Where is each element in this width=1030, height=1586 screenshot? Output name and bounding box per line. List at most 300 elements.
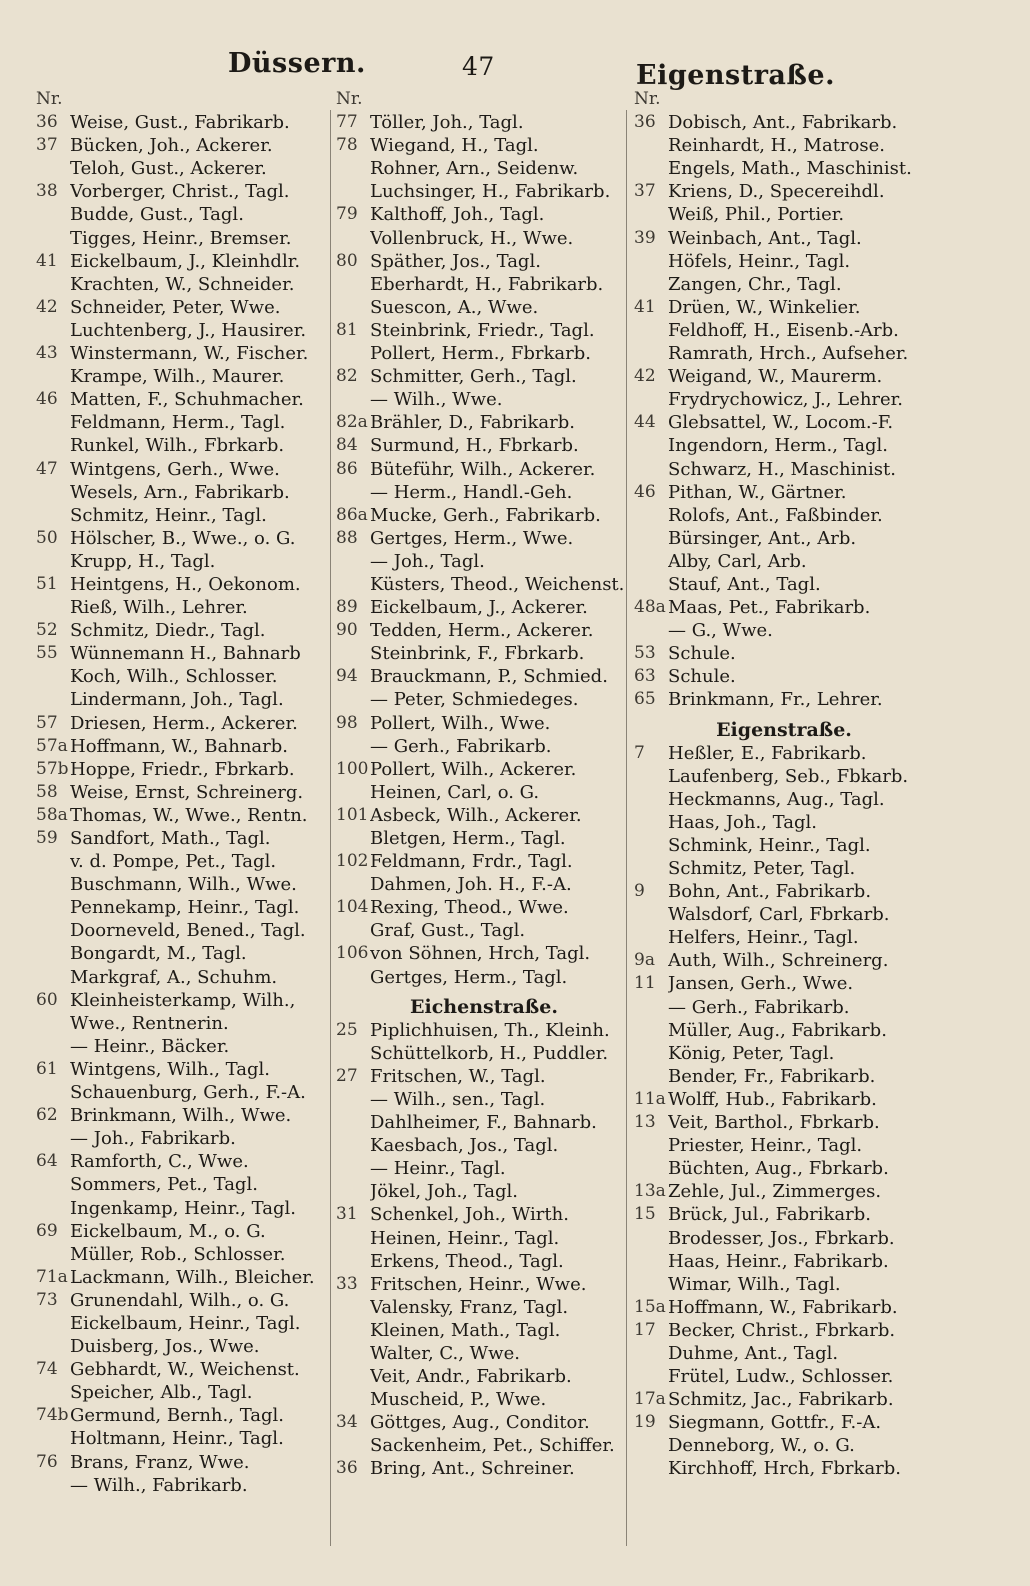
directory-entry	[336, 273, 632, 296]
house-number	[36, 157, 70, 180]
directory-entry	[36, 180, 332, 203]
house-number	[634, 1273, 668, 1296]
resident-entry: Vollenbruck, H., Wwe.	[370, 227, 574, 249]
resident-entry: Graf, Gust., Tagl.	[370, 920, 526, 942]
house-number: 57a	[36, 735, 68, 756]
house-number	[336, 388, 370, 411]
directory-entry	[336, 365, 632, 388]
house-number	[634, 527, 668, 550]
house-number	[634, 811, 668, 834]
directory-entry	[634, 1342, 934, 1365]
house-number	[36, 1127, 70, 1150]
house-number	[36, 873, 70, 896]
directory-entry	[634, 619, 934, 642]
house-number	[634, 203, 668, 226]
directory-entry	[336, 1042, 632, 1065]
directory-entry	[634, 227, 934, 250]
resident-entry: Dahmen, Joh. H., F.-A.	[370, 874, 572, 896]
directory-entry	[36, 1150, 332, 1173]
directory-entry	[336, 1365, 632, 1388]
resident-entry: Eberhardt, H., Fabrikarb.	[370, 273, 604, 295]
directory-entry	[336, 1296, 632, 1319]
directory-entry	[336, 1319, 632, 1342]
directory-entry	[634, 250, 934, 273]
directory-entry	[36, 896, 332, 919]
house-number	[634, 1019, 668, 1042]
house-number	[634, 134, 668, 157]
house-number	[36, 665, 70, 688]
resident-entry: Ramforth, C., Wwe.	[70, 1151, 249, 1173]
resident-entry: Wintgens, Wilh., Tagl.	[70, 1058, 271, 1080]
house-number	[634, 250, 668, 273]
house-number: 73	[36, 1289, 58, 1310]
directory-entry	[634, 481, 934, 504]
resident-entry: Müller, Rob., Schlosser.	[70, 1243, 286, 1265]
resident-entry: Tedden, Herm., Ackerer.	[370, 620, 594, 642]
resident-entry: Brinkmann, Wilh., Wwe.	[70, 1105, 292, 1127]
directory-entry	[336, 1457, 632, 1480]
resident-entry: Weigand, W., Maurerm.	[668, 366, 883, 388]
directory-entry	[634, 1203, 934, 1226]
resident-entry: Schmink, Heinr., Tagl.	[668, 834, 871, 856]
house-number	[336, 1319, 370, 1342]
house-number: 57	[36, 712, 58, 733]
resident-entry: — Herm., Handl.-Geh.	[370, 481, 573, 503]
directory-entry	[36, 203, 332, 226]
directory-entry	[634, 972, 934, 995]
house-number	[36, 1474, 70, 1497]
directory-entry	[336, 296, 632, 319]
resident-entry: Dahlheimer, F., Bahnarb.	[370, 1112, 597, 1134]
house-number	[36, 1312, 70, 1335]
resident-entry: — Wilh., Wwe.	[370, 389, 503, 411]
house-number: 62	[36, 1105, 58, 1126]
house-number	[36, 1381, 70, 1404]
resident-entry: — G., Wwe.	[668, 620, 773, 642]
directory-entry	[634, 1319, 934, 1342]
resident-entry: Brauckmann, P., Schmied.	[370, 666, 608, 688]
resident-entry: Dobisch, Ant., Fabrikarb.	[668, 112, 898, 134]
directory-entry	[336, 873, 632, 896]
resident-entry: Brinkmann, Fr., Lehrer.	[668, 689, 883, 711]
section-heading: Eigenstraße.	[716, 718, 852, 741]
resident-entry: Bender, Fr., Fabrikarb.	[668, 1065, 876, 1087]
directory-entry	[336, 804, 632, 827]
header-left-street: Düssern.	[228, 48, 366, 79]
resident-entry: Stauf, Ant., Tagl.	[668, 573, 821, 595]
directory-entry	[36, 1127, 332, 1150]
header-right-street: Eigenstraße.	[636, 60, 836, 91]
resident-entry	[70, 88, 332, 111]
directory-entry	[36, 919, 332, 942]
resident-entry: Denneborg, W., o. G.	[668, 1435, 855, 1457]
directory-entry	[36, 712, 332, 735]
resident-entry: Frydrychowicz, J., Lehrer.	[668, 389, 904, 411]
house-number	[336, 1296, 370, 1319]
directory-entry	[634, 1388, 934, 1411]
house-number	[336, 296, 370, 319]
directory-entry	[36, 735, 332, 758]
house-number	[336, 735, 370, 758]
resident-entry: Frütel, Ludw., Schlosser.	[668, 1366, 894, 1388]
directory-entry	[634, 949, 934, 972]
directory-entry	[36, 596, 332, 619]
house-number: 33	[336, 1273, 358, 1294]
house-number: 13	[634, 1112, 656, 1133]
directory-entry	[336, 504, 632, 527]
directory-entry	[634, 573, 934, 596]
directory-entry	[36, 758, 332, 781]
directory-entry	[634, 834, 934, 857]
resident-entry: Winstermann, W., Fischer.	[70, 343, 309, 365]
resident-entry: Krachten, W., Schneider.	[70, 273, 295, 295]
resident-entry: Schmitter, Gerh., Tagl.	[370, 366, 577, 388]
resident-entry: Buschmann, Wilh., Wwe.	[70, 874, 297, 896]
resident-entry: Heßler, E., Fabrikarb.	[668, 742, 867, 764]
resident-entry: Rieß, Wilh., Lehrer.	[70, 597, 248, 619]
house-number	[336, 1134, 370, 1157]
house-number: 106	[336, 943, 369, 964]
resident-entry: Gertges, Herm., Tagl.	[370, 966, 568, 988]
resident-entry: Ingendorn, Herm., Tagl.	[668, 435, 888, 457]
house-number	[336, 1227, 370, 1250]
directory-entry	[634, 134, 934, 157]
directory-entry	[336, 250, 632, 273]
directory-entry	[36, 781, 332, 804]
house-number: Nr.	[336, 89, 363, 109]
resident-entry: Heintgens, H., Oekonom.	[70, 573, 301, 595]
house-number: 81	[336, 319, 358, 340]
directory-entry	[36, 642, 332, 665]
resident-entry: Duhme, Ant., Tagl.	[668, 1342, 839, 1364]
resident-entry: — Wilh., Fabrikarb.	[70, 1474, 248, 1496]
resident-entry: Mucke, Gerh., Fabrikarb.	[370, 504, 601, 526]
house-number	[634, 1042, 668, 1065]
resident-entry: Veit, Barthol., Fbrkarb.	[668, 1112, 880, 1134]
resident-entry: Kirchhoff, Hrch, Fbrkarb.	[668, 1458, 902, 1480]
directory-entry	[336, 134, 632, 157]
house-number	[36, 1335, 70, 1358]
resident-entry: Höfels, Heinr., Tagl.	[668, 250, 851, 272]
directory-entry	[634, 1019, 934, 1042]
resident-entry: Kaesbach, Jos., Tagl.	[370, 1135, 559, 1157]
house-number: 9a	[634, 950, 655, 971]
resident-entry: Wiegand, H., Tagl.	[370, 135, 539, 157]
house-number: 88	[336, 527, 358, 548]
resident-entry: Eickelbaum, M., o. G.	[70, 1220, 266, 1242]
house-number	[36, 596, 70, 619]
house-number: 9	[634, 881, 645, 902]
directory-entry	[336, 758, 632, 781]
directory-entry	[634, 1365, 934, 1388]
directory-entry	[634, 811, 934, 834]
directory-entry	[634, 458, 934, 481]
resident-entry: Zangen, Chr., Tagl.	[668, 273, 842, 295]
resident-entry: — Wilh., sen., Tagl.	[370, 1088, 546, 1110]
directory-entry	[36, 1404, 332, 1427]
house-number: 46	[36, 389, 58, 410]
house-number	[336, 1342, 370, 1365]
house-number: 42	[36, 296, 58, 317]
directory-entry	[36, 1012, 332, 1035]
house-number	[36, 434, 70, 457]
resident-entry: Müller, Aug., Fabrikarb.	[668, 1019, 887, 1041]
resident-entry: Muscheid, P., Wwe.	[370, 1389, 547, 1411]
house-number	[36, 203, 70, 226]
directory-entry	[36, 227, 332, 250]
directory-entry	[634, 688, 934, 711]
resident-entry: Zehle, Jul., Zimmerges.	[668, 1181, 882, 1203]
directory-entry	[336, 850, 632, 873]
house-number	[634, 1342, 668, 1365]
resident-entry: Krampe, Wilh., Maurer.	[70, 366, 285, 388]
resident-entry: Grunendahl, Wilh., o. G.	[70, 1289, 290, 1311]
house-number	[634, 1365, 668, 1388]
house-number: 19	[634, 1412, 656, 1433]
resident-entry: Reinhardt, H., Matrose.	[668, 135, 885, 157]
resident-entry: Sandfort, Math., Tagl.	[70, 828, 271, 849]
resident-entry: Schule.	[668, 666, 736, 688]
directory-entry	[336, 411, 632, 434]
house-number	[336, 1250, 370, 1273]
house-number	[336, 342, 370, 365]
house-number: 17	[634, 1319, 656, 1340]
house-number	[36, 481, 70, 504]
resident-entry	[370, 88, 632, 111]
directory-entry	[36, 942, 332, 965]
house-number: 25	[336, 1019, 358, 1040]
resident-entry: Jansen, Gerh., Wwe.	[668, 973, 854, 995]
resident-entry: Priester, Heinr., Tagl.	[668, 1135, 863, 1157]
house-number: 89	[336, 597, 358, 618]
resident-entry: Germund, Bernh., Tagl.	[70, 1405, 285, 1427]
resident-entry: Bring, Ant., Schreiner.	[370, 1458, 575, 1480]
house-number	[634, 903, 668, 926]
house-number: 44	[634, 412, 656, 433]
resident-entry: Schauenburg, Gerh., F.-A.	[70, 1082, 306, 1104]
resident-entry: Schmitz, Jac., Fabrikarb.	[668, 1389, 894, 1411]
resident-entry: Weise, Ernst, Schreinerg.	[70, 781, 304, 803]
house-number: 98	[336, 712, 358, 733]
resident-entry: Weinbach, Ant., Tagl.	[668, 227, 862, 249]
house-number	[36, 227, 70, 250]
house-number	[36, 365, 70, 388]
house-number	[634, 342, 668, 365]
house-number: 55	[36, 643, 58, 664]
house-number: 57b	[36, 758, 69, 779]
directory-entry	[36, 527, 332, 550]
house-number	[36, 1081, 70, 1104]
directory-entry	[36, 550, 332, 573]
house-number	[36, 1243, 70, 1266]
resident-entry: Runkel, Wilh., Fbrkarb.	[70, 435, 285, 457]
directory-entry	[36, 481, 332, 504]
house-number	[336, 827, 370, 850]
house-number: 46	[634, 481, 656, 502]
house-number	[336, 180, 370, 203]
resident-entry: Surmund, H., Fbrkarb.	[370, 435, 579, 457]
house-number: 82	[336, 366, 358, 387]
house-number: 39	[634, 227, 656, 248]
resident-entry: Wwe., Rentnerin.	[70, 1012, 229, 1034]
directory-entry	[36, 1220, 332, 1243]
house-number: Nr.	[36, 89, 63, 109]
resident-entry: Kriens, D., Specereihdl.	[668, 181, 885, 203]
directory-entry	[634, 365, 934, 388]
house-number	[336, 919, 370, 942]
resident-entry: Matten, F., Schuhmacher.	[70, 389, 304, 411]
house-number: 100	[336, 758, 369, 779]
directory-entry	[634, 665, 934, 688]
resident-entry: Bletgen, Herm., Tagl.	[370, 828, 566, 849]
house-number	[36, 688, 70, 711]
resident-entry: Asbeck, Wilh., Ackerer.	[370, 804, 582, 826]
directory-entry	[336, 1203, 632, 1226]
page-number: 47	[462, 52, 495, 81]
house-number	[36, 1197, 70, 1220]
house-number	[634, 765, 668, 788]
directory-entry	[36, 1173, 332, 1196]
resident-entry: Pithan, W., Gärtner.	[668, 481, 847, 503]
resident-entry: Schmitz, Peter, Tagl.	[668, 858, 856, 879]
resident-entry: Haas, Heinr., Fabrikarb.	[668, 1250, 889, 1272]
directory-entry	[36, 619, 332, 642]
directory-entry	[36, 411, 332, 434]
directory-entry	[336, 919, 632, 942]
resident-entry: Pollert, Herm., Fbrkarb.	[370, 343, 591, 365]
directory-entry	[336, 665, 632, 688]
house-number: 64	[36, 1151, 58, 1172]
resident-entry: — Gerh., Fabrikarb.	[370, 735, 552, 757]
resident-entry: Glebsattel, W., Locom.-F.	[668, 412, 894, 434]
resident-entry: Drüen, W., Winkelier.	[668, 296, 861, 318]
house-number: 60	[36, 989, 58, 1010]
directory-entry	[336, 596, 632, 619]
house-number	[634, 1157, 668, 1180]
directory-entry	[634, 642, 934, 665]
resident-entry: Laufenberg, Seb., Fbkarb.	[668, 765, 909, 787]
directory-entry	[336, 1065, 632, 1088]
directory-entry	[336, 573, 632, 596]
resident-entry: Küsters, Theod., Weichenst.	[370, 573, 625, 595]
house-number: 102	[336, 851, 369, 872]
house-number	[634, 926, 668, 949]
house-number: 31	[336, 1204, 358, 1225]
house-number	[634, 857, 668, 880]
directory-entry	[336, 735, 632, 758]
house-number: 71a	[36, 1266, 68, 1287]
directory-entry	[634, 527, 934, 550]
house-number	[336, 642, 370, 665]
resident-entry: Speicher, Alb., Tagl.	[70, 1382, 253, 1404]
resident-entry: Jökel, Joh., Tagl.	[370, 1181, 518, 1203]
resident-entry: Hölscher, B., Wwe., o. G.	[70, 527, 296, 549]
house-number	[336, 273, 370, 296]
resident-entry: Heinen, Carl, o. G.	[370, 781, 540, 803]
directory-entry	[634, 903, 934, 926]
directory-entry	[36, 1312, 332, 1335]
directory-entry	[36, 1104, 332, 1127]
resident-entry: Brodesser, Jos., Fbrkarb.	[668, 1227, 895, 1249]
resident-entry: Fritschen, Heinr., Wwe.	[370, 1273, 587, 1295]
directory-entry	[336, 827, 632, 850]
directory-entry	[336, 180, 632, 203]
directory-entry	[336, 434, 632, 457]
house-number	[36, 1173, 70, 1196]
directory-entry	[336, 1388, 632, 1411]
house-number	[336, 873, 370, 896]
directory-entry	[336, 966, 632, 989]
directory-entry	[634, 1411, 934, 1434]
house-number	[336, 227, 370, 250]
house-number	[336, 157, 370, 180]
directory-entry	[36, 434, 332, 457]
resident-entry: Walsdorf, Carl, Fbrkarb.	[668, 904, 890, 926]
house-number	[336, 1365, 370, 1388]
directory-entry	[36, 296, 332, 319]
house-number	[634, 319, 668, 342]
section-heading: Eichenstraße.	[410, 995, 558, 1018]
directory-entry	[336, 88, 632, 111]
house-number	[36, 411, 70, 434]
resident-entry: Veit, Andr., Fabrikarb.	[370, 1366, 572, 1388]
directory-entry	[634, 180, 934, 203]
directory-entry	[336, 227, 632, 250]
resident-entry: — Heinr., Bäcker.	[70, 1035, 230, 1057]
directory-entry	[336, 1019, 632, 1042]
resident-entry: Luchtenberg, J., Hausirer.	[70, 319, 307, 341]
house-number: 37	[36, 135, 58, 156]
directory-entry	[36, 573, 332, 596]
house-number: 77	[336, 112, 358, 133]
resident-entry: Sommers, Pet., Tagl.	[70, 1174, 258, 1196]
resident-entry: Suescon, A., Wwe.	[370, 296, 539, 318]
directory-entry	[36, 1474, 332, 1497]
house-number: 53	[634, 643, 656, 664]
directory-entry	[36, 827, 332, 850]
house-number: 51	[36, 573, 58, 594]
resident-entry: Brans, Franz, Wwe.	[70, 1451, 250, 1473]
house-number: 80	[336, 250, 358, 271]
house-number	[634, 157, 668, 180]
directory-entry	[634, 1250, 934, 1273]
house-number: 63	[634, 666, 656, 687]
resident-entry: Sackenheim, Pet., Schiffer.	[370, 1435, 615, 1457]
resident-entry: Brück, Jul., Fabrikarb.	[668, 1204, 871, 1226]
directory-entry	[336, 458, 632, 481]
resident-entry: Steinbrink, Friedr., Tagl.	[370, 319, 595, 341]
resident-entry: Tigges, Heinr., Bremser.	[70, 227, 292, 249]
directory-entry	[634, 1273, 934, 1296]
resident-entry: Fritschen, W., Tagl.	[370, 1065, 546, 1087]
resident-entry: Ramrath, Hrch., Aufseher.	[668, 343, 909, 365]
directory-entry	[36, 1427, 332, 1450]
directory-entry	[36, 134, 332, 157]
directory-entry	[336, 619, 632, 642]
house-number	[634, 504, 668, 527]
directory-entry	[336, 1250, 632, 1273]
resident-entry: Rolofs, Ant., Faßbinder.	[668, 504, 883, 526]
house-number	[336, 481, 370, 504]
house-number: 38	[36, 181, 58, 202]
directory-entry	[36, 1081, 332, 1104]
resident-entry: — Joh., Fabrikarb.	[70, 1128, 236, 1150]
directory-entry	[36, 342, 332, 365]
directory-entry	[336, 550, 632, 573]
directory-entry	[336, 203, 632, 226]
house-number	[36, 1427, 70, 1450]
house-number	[36, 504, 70, 527]
